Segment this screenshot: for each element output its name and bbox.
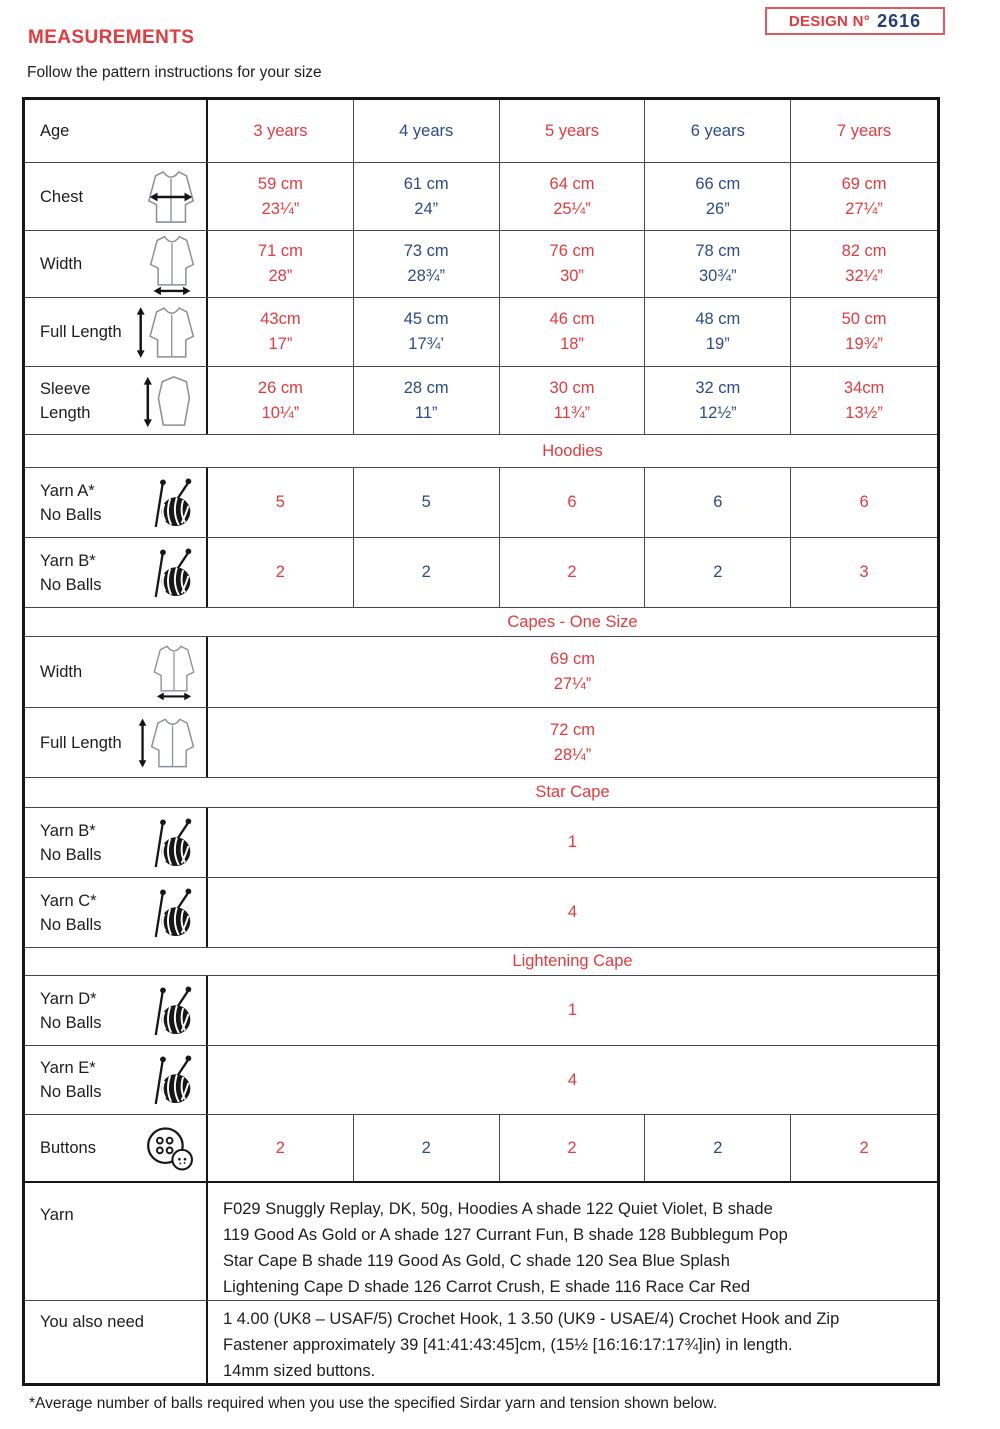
table-row-chest <box>25 163 937 231</box>
value-cell: 6 <box>500 468 646 537</box>
value-cell: 48 cm 19” <box>645 298 791 366</box>
design-label: DESIGN N° <box>788 12 871 30</box>
yarn-ball-icon <box>150 816 198 870</box>
yarn-ball-icon <box>150 984 198 1038</box>
value-cell: 2 <box>645 1115 791 1181</box>
value-cell: 2 <box>500 538 646 607</box>
also-need-text: 1 4.00 (UK8 – USAF/5) Crochet Hook, 1 3.50 (UK9 - USAE/4) Crochet Hook and Zip Fastener approximately 39 [41:41:43:45]cm, (15½ [16:16:17:17¾]in) in length. 14mm sized buttons. <box>223 1310 840 1380</box>
value-cell: 1 <box>567 833 578 851</box>
sweater-width-arrow-icon <box>146 233 198 296</box>
row-label: Yarn D* No Balls <box>40 989 102 1032</box>
value-cell: 6 <box>859 493 869 511</box>
row-label: Buttons <box>40 1139 96 1157</box>
value-cell: 3 <box>859 563 869 581</box>
value-cell: 2 <box>208 1115 354 1181</box>
value-cell: 50 cm 19¾” <box>841 310 887 353</box>
section-header-star-cape: Star Cape <box>25 778 937 808</box>
yarn-ball-icon <box>150 546 198 600</box>
value-cell: 64 cm 25¼” <box>500 163 646 230</box>
section-header-hoodies: Hoodies <box>25 435 937 468</box>
row-label: Yarn B* No Balls <box>40 551 102 594</box>
row-label: Yarn <box>40 1206 74 1224</box>
value-cell: 1 <box>567 1001 578 1019</box>
value-cell: 32 cm 12½” <box>645 367 791 434</box>
table-row-cape-width <box>25 637 937 708</box>
value-cell: 61 cm 24” <box>354 163 500 230</box>
age-6-years: 6 years <box>645 100 791 162</box>
row-label: Yarn B* No Balls <box>40 821 102 864</box>
row-label: Full Length <box>40 323 122 341</box>
sleeve-length-label-cell <box>25 367 208 434</box>
row-label: You also need <box>40 1313 144 1331</box>
star-yarn-c-label-cell <box>25 878 208 947</box>
table-row-sleeve-length <box>25 367 937 435</box>
sweater-width-arrow-icon <box>150 642 198 702</box>
value-cell: 6 <box>645 468 791 537</box>
value-cell: 46 cm 18” <box>500 298 646 366</box>
cape-full-length-label-cell <box>25 708 208 777</box>
yarn-info-text: F029 Snuggly Replay, DK, 50g, Hoodies A shade 122 Quiet Violet, B shade 119 Good As Gold or A shade 127 Currant Fun, B shade 128 Bubblegum Pop Star Cape B shade 119 Good As Gold, C shade 120 Sea Blue Splash Lightening Cape D shade 126 Carrot Crush, E shade 116 Race Car Red <box>223 1200 788 1296</box>
cape-width-label-cell <box>25 637 208 707</box>
age-7-years: 7 years <box>837 121 892 140</box>
table-row-yarn-b <box>25 538 937 608</box>
value-cell: 30 cm 11¾” <box>500 367 646 434</box>
value-cell: 72 cm 28¼” <box>550 720 595 764</box>
measurements-table <box>22 97 940 1386</box>
age-3-years: 3 years <box>208 100 354 162</box>
yarn-b-label-cell <box>25 538 208 607</box>
table-row-age <box>25 100 937 163</box>
value-cell: 2 <box>208 538 354 607</box>
value-cell: 2 <box>354 1115 500 1181</box>
value-cell: 69 cm 27¼” <box>841 174 887 218</box>
yarn-ball-icon <box>150 1053 198 1107</box>
value-cell: 73 cm 28¾” <box>354 231 500 297</box>
value-cell: 34cm 13½” <box>843 378 885 422</box>
value-cell: 45 cm 17¾’ <box>354 298 500 366</box>
table-row-cape-full-length <box>25 708 937 778</box>
value-cell: 4 <box>567 903 578 921</box>
table-row-width <box>25 231 937 298</box>
value-cell: 76 cm 30” <box>500 231 646 297</box>
table-row-buttons <box>25 1115 937 1183</box>
design-number: 2616 <box>877 10 922 31</box>
sweater-length-arrow-icon <box>136 304 198 361</box>
table-row-full-length <box>25 298 937 367</box>
value-cell: 66 cm 26” <box>645 163 791 230</box>
value-cell: 59 cm 23¼” <box>208 163 354 230</box>
page-title: MEASUREMENTS <box>28 27 195 48</box>
age-label: Age <box>40 122 70 140</box>
yarn-ball-icon <box>150 886 198 940</box>
section-header-capes: Capes - One Size <box>25 608 937 637</box>
row-label: Sleeve Length <box>40 379 91 422</box>
value-cell: 28 cm 11” <box>354 367 500 434</box>
yarn-info-label-cell <box>25 1183 208 1300</box>
full-length-label-cell <box>25 298 208 366</box>
yarn-a-label-cell <box>25 468 208 537</box>
table-row-yarn-a <box>25 468 937 538</box>
footnote: *Average number of balls required when you use the specified Sirdar yarn and tension shown below. <box>29 1395 718 1412</box>
value-cell: 4 <box>567 1070 578 1089</box>
section-header-lightening-cape: Lightening Cape <box>25 948 937 976</box>
row-label: Full Length <box>40 733 122 752</box>
row-label: Width <box>40 255 83 273</box>
row-label: Chest <box>40 187 84 206</box>
value-cell: 71 cm 28” <box>208 231 354 297</box>
row-label: Yarn A* No Balls <box>40 481 102 524</box>
table-row-star-yarn-c <box>25 878 937 948</box>
value-cell: 2 <box>500 1115 646 1181</box>
value-cell: 5 <box>208 468 354 537</box>
value-cell: 69 cm 27¼” <box>550 650 595 693</box>
sweater-length-arrow-icon <box>138 715 198 771</box>
table-row-star-yarn-b <box>25 808 937 878</box>
chest-label-cell <box>25 163 208 230</box>
age-label-cell <box>25 100 208 162</box>
lightening-yarn-e-label-cell <box>25 1046 208 1114</box>
row-label: Yarn C* No Balls <box>40 891 102 934</box>
value-cell: 5 <box>354 468 500 537</box>
row-label: Width <box>40 663 83 681</box>
value-cell: 2 <box>354 538 500 607</box>
row-label: Yarn E* No Balls <box>40 1059 102 1101</box>
age-4-years: 4 years <box>354 100 500 162</box>
value-cell: 2 <box>859 1138 869 1157</box>
age-5-years: 5 years <box>500 100 646 162</box>
table-row-yarn-info <box>25 1183 937 1301</box>
buttons-icon <box>144 1124 198 1173</box>
also-need-label-cell <box>25 1301 208 1384</box>
yarn-ball-icon <box>150 476 198 530</box>
value-cell: 82 cm 32¼” <box>841 242 887 285</box>
sleeve-length-arrow-icon <box>142 373 198 429</box>
design-number-box <box>765 7 945 35</box>
value-cell: 26 cm 10¼” <box>208 367 354 434</box>
lightening-yarn-d-label-cell <box>25 976 208 1045</box>
table-row-also-need <box>25 1301 937 1383</box>
table-row-lightening-yarn-e <box>25 1046 937 1115</box>
buttons-label-cell <box>25 1115 208 1181</box>
value-cell: 2 <box>645 538 791 607</box>
value-cell: 43cm 17” <box>208 298 354 366</box>
page-subtitle: Follow the pattern instructions for your size <box>27 64 322 81</box>
width-label-cell <box>25 231 208 297</box>
star-yarn-b-label-cell <box>25 808 208 877</box>
sweater-chest-arrow-icon <box>144 168 198 226</box>
table-row-lightening-yarn-d <box>25 976 937 1046</box>
value-cell: 78 cm 30¾” <box>645 231 791 297</box>
